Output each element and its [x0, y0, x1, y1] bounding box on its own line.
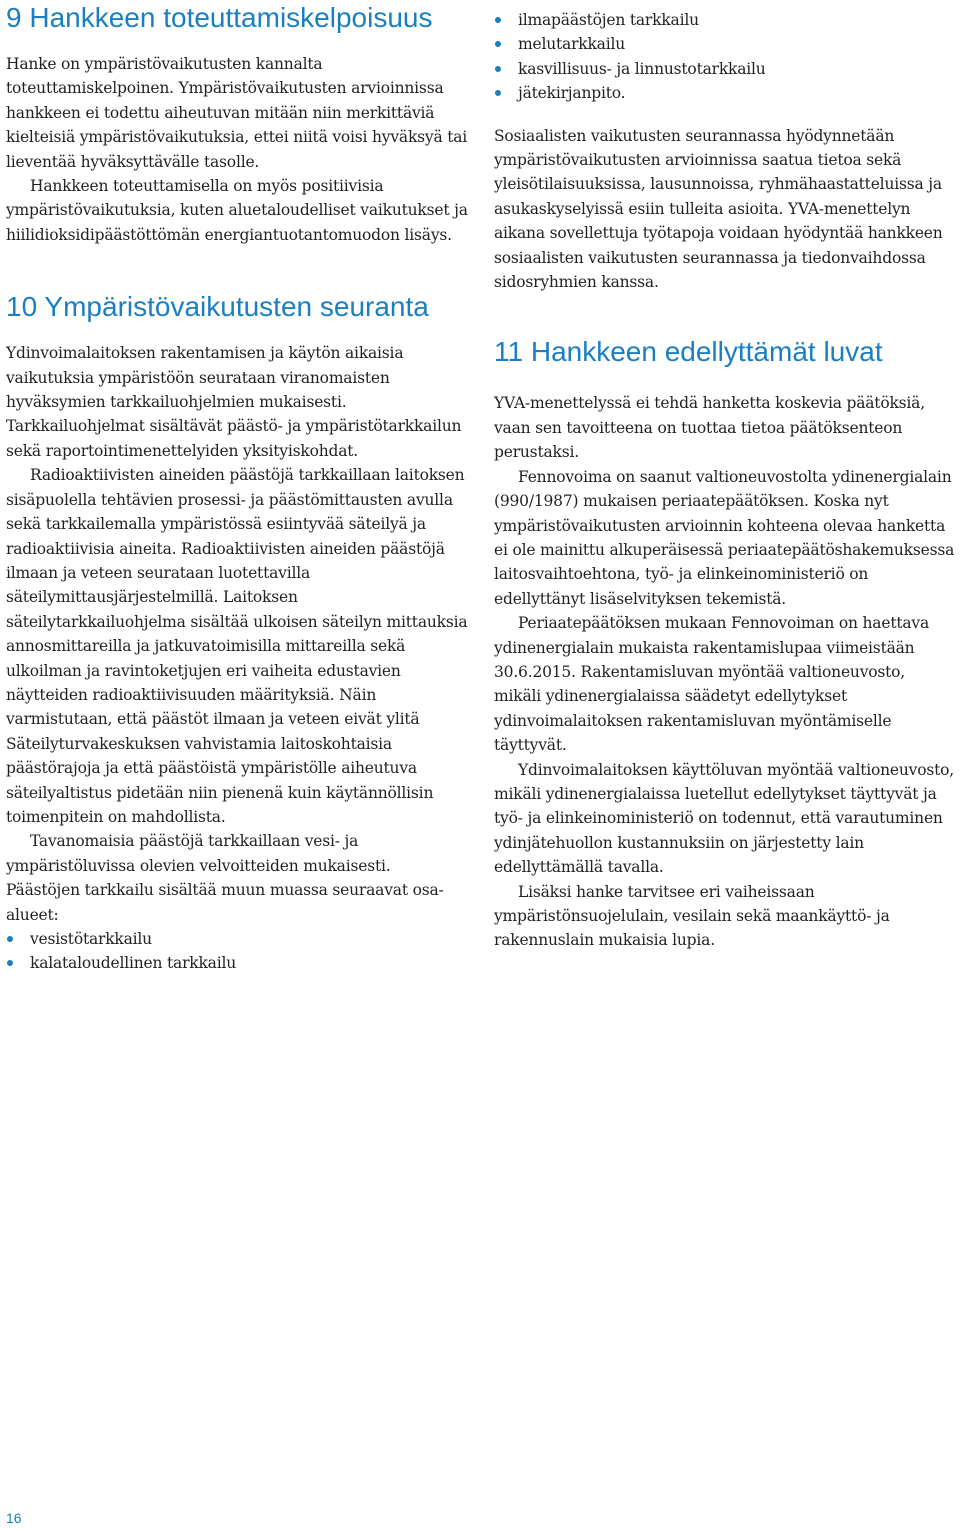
list-item: melutarkkailu	[494, 32, 956, 56]
bullet-icon	[7, 936, 13, 942]
section-9-heading: 9 Hankkeen toteuttamiskelpoisuus	[6, 2, 433, 33]
section-10-heading: 10 Ympäristövaikutusten seuranta	[6, 291, 429, 323]
section-9-paragraph-1: Hanke on ympäristövaikutusten kannalta toteuttamiskelpoinen. Ympäristövaikutusten arvioinnissa hankkeen ei todettu aiheutuvan mitään niin merkittäviä kielteisiä ympäristövaikutuksia, ettei niitä voisi hyväksyä tai lieventää hyväksyttävälle tasolle.	[6, 55, 468, 171]
bullet-icon	[495, 17, 501, 23]
bullet-icon	[495, 41, 501, 47]
list-item: vesistötarkkailu	[6, 927, 468, 951]
left-column	[6, 0, 468, 976]
section-11-paragraph-3: Periaatepäätöksen mukaan Fennovoiman on haettava ydinenergialain mukaista rakentamislupaa viimeistään 30.6.2015. Rakentamisluvan myöntää valtioneuvosto, mikäli ydinenergialaissa säädetyt edellytykset ydinvoimalaitoksen rakentamisluvan myöntämiselle täyttyvät.	[494, 614, 930, 755]
list-item: ilmapäästöjen tarkkailu	[494, 8, 956, 32]
section-10-paragraph-3: Tavanomaisia päästöjä tarkkaillaan vesi- ja ympäristöluvissa olevien velvoitteiden mukaisesti. Päästöjen tarkkailu sisältää muun muassa seuraavat osa-alueet:	[6, 832, 444, 924]
list-item: jätekirjanpito.	[494, 81, 956, 105]
bullet-icon	[495, 90, 501, 96]
section-11-paragraph-1: YVA-menettelyssä ei tehdä hanketta koskevia päätöksiä, vaan sen tavoitteena on tuottaa tietoa päätöksenteon perustaksi.	[494, 394, 925, 462]
section-11-heading: 11 Hankkeen edellyttämät luvat	[494, 336, 883, 368]
section-9-paragraph-2: Hankkeen toteuttamisella on myös positiivisia ympäristövaikutuksia, kuten aluetaloudelliset vaikutukset ja hiilidioksidipäästöttömän energiantuotantomuodon lisäys.	[6, 177, 468, 244]
list-item: kasvillisuus- ja linnustotarkkailu	[494, 57, 956, 81]
section-11-paragraph-2: Fennovoima on saanut valtioneuvostolta ydinenergialain (990/1987) mukaisen periaatepäätöksen. Koska nyt ympäristövaikutusten arvioinnin kohteena olevaa hanketta ei ole mainittu alkuperäisessä periaatepäätöshakemuksessa laitosvaihtoehtona, työ- ja elinkeinoministeriö on edellyttänyt lisäselvityksen tekemistä.	[494, 467, 955, 608]
section-11-paragraph-4: Ydinvoimalaitoksen käyttöluvan myöntää valtioneuvosto, mikäli ydinenergialaissa luetellut edellytykset täyttyvät ja työ- ja elinkeinoministeriö on todennut, että varautuminen ydinjätehuollon kustannuksiin on järjestetty lain edellyttämällä tavalla.	[494, 760, 954, 877]
page-number: 16	[6, 1510, 22, 1526]
monitoring-list-left	[6, 927, 468, 976]
section-11-paragraph-5: Lisäksi hanke tarvitsee eri vaiheissaan ympäristönsuojelulain, vesilain sekä maankäyttö- ja rakennuslain mukaisia lupia.	[494, 882, 890, 950]
section-10-paragraph-1: Ydinvoimalaitoksen rakentamisen ja käytön aikaisia vaikutuksia ympäristöön seurataan viranomaisten hyväksymien tarkkailuohjelmien mukaisesti. Tarkkailuohjelmat sisältävät päästö- ja ympäristötarkkailun sekä raportointimenettelyiden yksityiskohdat.	[6, 344, 462, 460]
bullet-icon	[495, 66, 501, 72]
monitoring-list-right	[494, 8, 956, 106]
section-10-paragraph-4: Sosiaalisten vaikutusten seurannassa hyödynnetään ympäristövaikutusten arvioinnissa saatua tietoa sekä yleisötilaisuuksissa, lausunnoissa, ryhmähaastatteluissa ja asukaskyselyissä esiin tulleita asioita. YVA-menettelyn aikana sovellettuja työtapoja voidaan hyödyntää hankkeen sosiaalisten vaikutusten seurannassa ja tiedonvaihdossa sidosryhmien kanssa.	[494, 126, 943, 292]
section-10-paragraph-2: Radioaktiivisten aineiden päästöjä tarkkaillaan laitoksen sisäpuolella tehtävien prosessi- ja päästömittausten avulla sekä tarkkailemalla ympäristössä esiintyvää säteilyä ja radioaktiivisia aineita. Radioaktiivisten aineiden päästöjä ilmaan ja veteen seurataan luotettavilla säteilymittausjärjestelmillä. Laitoksen säteilytarkkailuohjelma sisältää ulkoisen säteilyn mittauksia annosmittareilla ja jatkuvatoimisilla mittareilla sekä ulkoilman ja ravintoketjujen eri vaiheita edustavien näytteiden radioaktiivisuuden määrityksiä. Näin varmistutaan, että päästöt ilmaan ja veteen eivät ylitä Säteilyturvakeskuksen vahvistamia laitoskohtaisia päästörajoja ja että päästöistä ympäristölle aiheutuva säteilyaltistus pidetään niin pienenä kuin käytännöllisin toimenpitein on mahdollista.	[6, 466, 468, 826]
list-item: kalataloudellinen tarkkailu	[6, 951, 468, 975]
right-column	[494, 0, 956, 953]
bullet-icon	[7, 960, 13, 966]
